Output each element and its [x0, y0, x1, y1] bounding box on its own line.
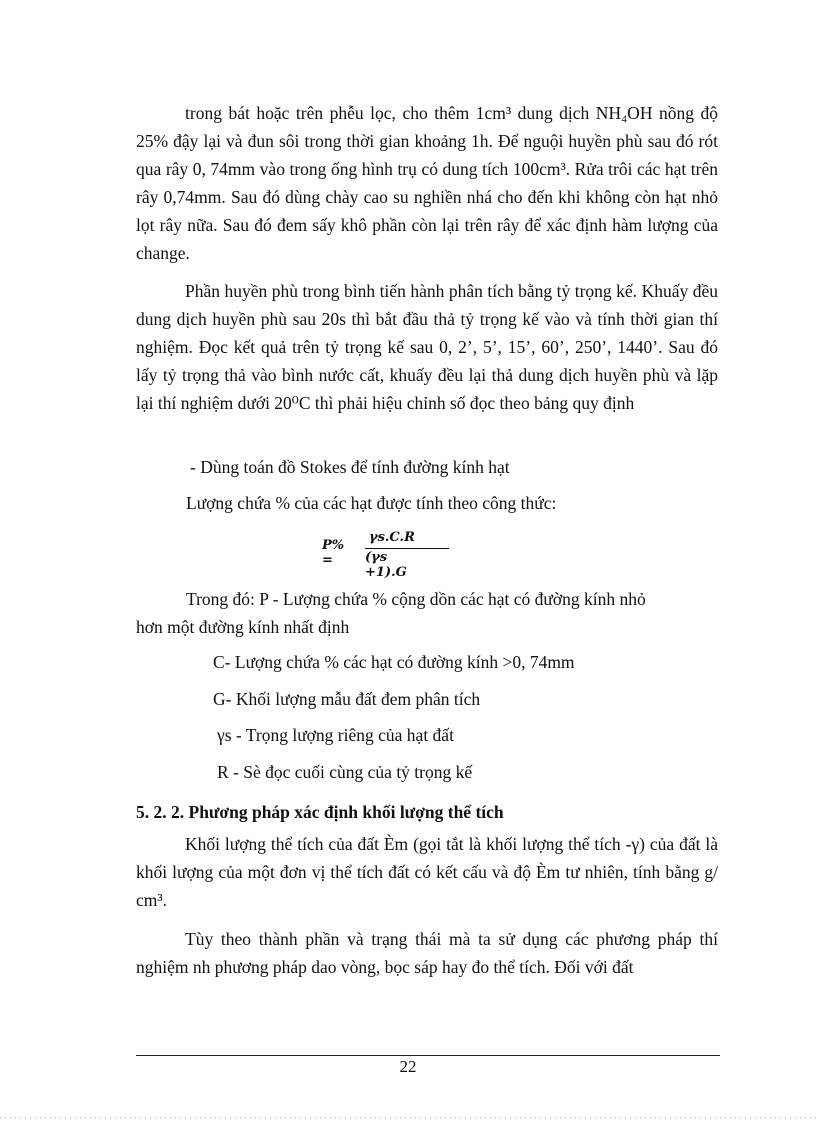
paragraph-hydrometer: Phần huyền phù trong bình tiến hành phân tích bằng tỷ trọng kế. Khuấy đều dung dịch huyền phù sau 20s thì bắt đầu thả tỷ trọng kế vào và tính thời gian thí nghiệm. Đọc kết quả trên tỷ trọng kế sau 0, 2’, 5’, 15’, 60’, 250’, 1440’. Sau đó lấy tỷ trọng thả vào bình nước cất, khuấy đều lại thả dung dịch huyền phù và lặp lại thí nghiệm dưới 20⁰C thì phải hiệu chỉnh số đọc theo bảng quy định [136, 281, 718, 413]
paragraph-soil-preparation: trong bát hoặc trên phễu lọc, cho thêm 1cm³ dung dịch NH₄OH nồng độ 25% đậy lại và đun sôi trong thời gian khoảng 1h. Để nguội huyền phù sau đó rót qua rây 0, 74mm vào trong ống hình trụ có dung tích 100cm³. Rửa trôi các hạt trên rây 0,74mm. Sau đó dùng chày cao su nghiền nhá cho đến khi không còn hạt nhỏ lọt rây nữa. Sau đó đem sấy khô phần còn lại trên rây để xác định hàm lượng của change. [136, 103, 718, 263]
paragraph-methods: Tùy theo thành phần và trạng thái mà ta sử dụng các phương pháp thí nghiệm nh phương pháp dao vòng, bọc sáp hay đo thể tích. Đối với đất [136, 929, 718, 977]
where-p-definition: Trong đó: P - Lượng chứa % cộng dồn các hạt có đường kính nhỏ [186, 589, 646, 609]
page-edge-dots [0, 1117, 816, 1119]
definition-c: C- Lượng chứa % các hạt có đường kính >0, 74mm [213, 652, 575, 672]
formula-intro: Lượng chứa % của các hạt được tính theo công thức: [186, 493, 557, 513]
fraction-bar [365, 548, 449, 549]
footer-rule [136, 1055, 720, 1056]
section-heading: 5. 2. 2. Phương pháp xác định khối lượng thể tích [136, 802, 504, 822]
formula-numerator: γs.C.R [369, 530, 415, 545]
bullet-stokes: - Dùng toán đồ Stokes để tính đường kính hạt [190, 457, 510, 477]
definition-gamma: γs - Trọng lượng riêng của hạt đất [217, 725, 454, 745]
formula-denominator: (γs +1).G [365, 550, 407, 580]
where-p-definition-cont: hơn một đường kính nhất định [136, 617, 350, 637]
page-number: 22 [399, 1057, 417, 1076]
definition-g: G- Khối lượng mẫu đất đem phân tích [213, 689, 481, 709]
paragraph-bulk-density: Khối lượng thể tích của đất Èm (gọi tắt là khối lượng thể tích -γ) của đất là khối lượng của một đơn vị thể tích đất có kết cấu và độ Èm tư nhiên, tính bằng g/ cm³. [136, 834, 718, 910]
definition-r: R - Sè đọc cuối cùng của tỷ trọng kế [217, 762, 473, 782]
formula-lhs: P% = [322, 538, 345, 568]
